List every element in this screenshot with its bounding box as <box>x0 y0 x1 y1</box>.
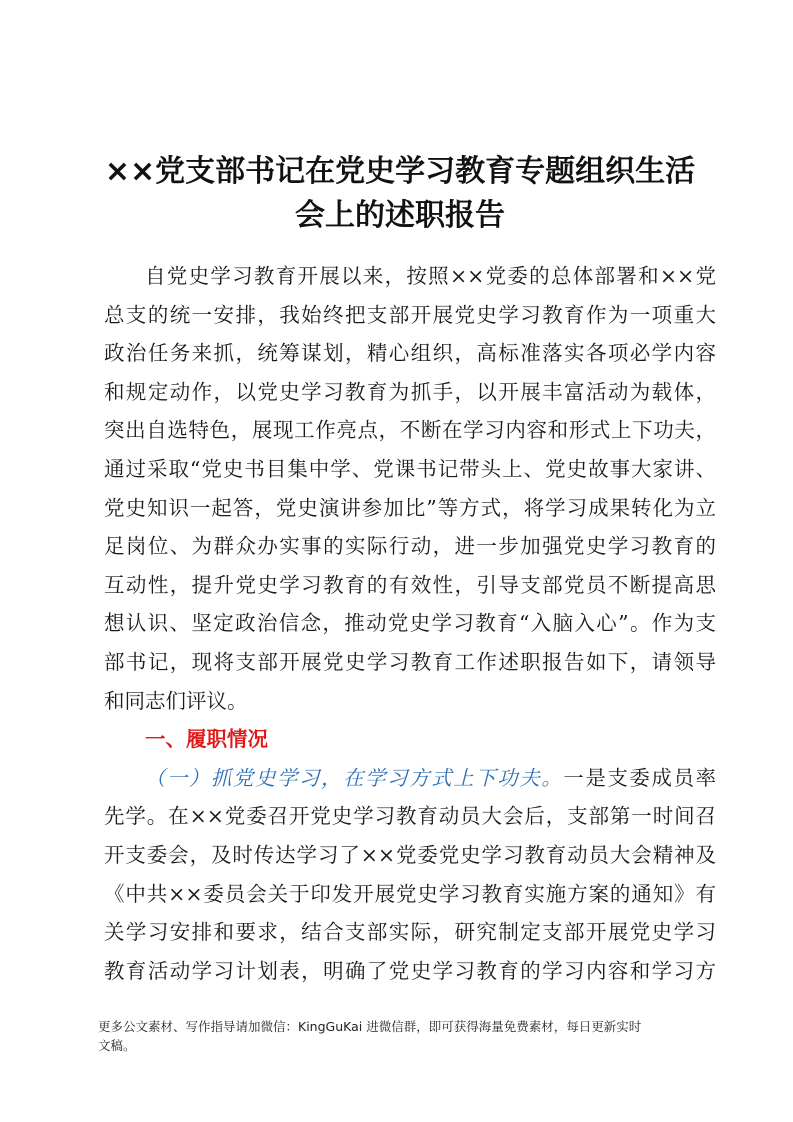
title-line-2: 会上的述职报告 <box>295 198 505 233</box>
subheading-1: （一）抓党史学习，在学习方式上下功夫。 <box>144 765 564 790</box>
paragraph-line: 党史知识一起答，党史演讲参加比”等方式，将学习成果转化为立 <box>104 495 716 520</box>
footer-line-2: 文稿。 <box>98 1038 136 1053</box>
section-1-paragraph <box>104 759 716 991</box>
paragraph-line: 互动性，提升党史学习教育的有效性，引导支部党员不断提高思 <box>104 572 716 597</box>
intro-paragraph <box>104 257 716 720</box>
paragraph-line: 教育活动学习计划表，明确了党史学习教育的学习内容和学习方 <box>104 958 716 983</box>
paragraph-line: 先学。在××党委召开党史学习教育动员大会后，支部第一时间召 <box>104 804 716 829</box>
paragraph-line: 突出自选特色，展现工作亮点，不断在学习内容和形式上下功夫， <box>104 418 716 443</box>
paragraph-line: 和同志们评议。 <box>104 688 248 713</box>
paragraph-line: 开支委会，及时传达学习了××党委党史学习教育动员大会精神及 <box>104 842 716 867</box>
section-heading <box>104 720 716 759</box>
paragraph-line: 《中共××委员会关于印发开展党史学习教育实施方案的通知》有 <box>104 881 716 906</box>
paragraph-line <box>104 759 716 798</box>
paragraph-line: 足岗位、为群众办实事的实际行动，进一步加强党史学习教育的 <box>104 534 716 559</box>
paragraph-line: 部书记，现将支部开展党史学习教育工作述职报告如下，请领导 <box>104 649 716 674</box>
paragraph-text: 一是支委成员率 <box>563 765 716 790</box>
document-title <box>100 150 700 238</box>
footer-note <box>98 1017 718 1055</box>
paragraph-line: 关学习安排和要求，结合支部实际，研究制定支部开展党史学习 <box>104 920 716 945</box>
title-line-1: ××党支部书记在党史学习教育专题组织生活 <box>104 154 696 189</box>
paragraph-line: 想认识、坚定政治信念，推动党史学习教育“入脑入心”。作为支 <box>104 611 716 636</box>
paragraph-line: 自党史学习教育开展以来，按照××党委的总体部署和××党 <box>145 264 716 288</box>
paragraph-line: 总支的统一安排，我始终把支部开展党史学习教育作为一项重大 <box>104 302 716 327</box>
document-body <box>104 257 716 990</box>
heading-1: 一、履职情况 <box>145 727 268 752</box>
footer-line-1: 更多公文素材、写作指导请加微信：KingGuKai 进微信群，即可获得海量免费素材，每日更新实时 <box>98 1019 642 1034</box>
paragraph-line: 和规定动作，以党史学习教育为抓手，以开展丰富活动为载体， <box>104 379 716 404</box>
paragraph-line: 政治任务来抓，统筹谋划，精心组织，高标准落实各项必学内容 <box>104 341 716 366</box>
paragraph-line: 通过采取“党史书目集中学、党课书记带头上、党史故事大家讲、 <box>104 456 716 481</box>
